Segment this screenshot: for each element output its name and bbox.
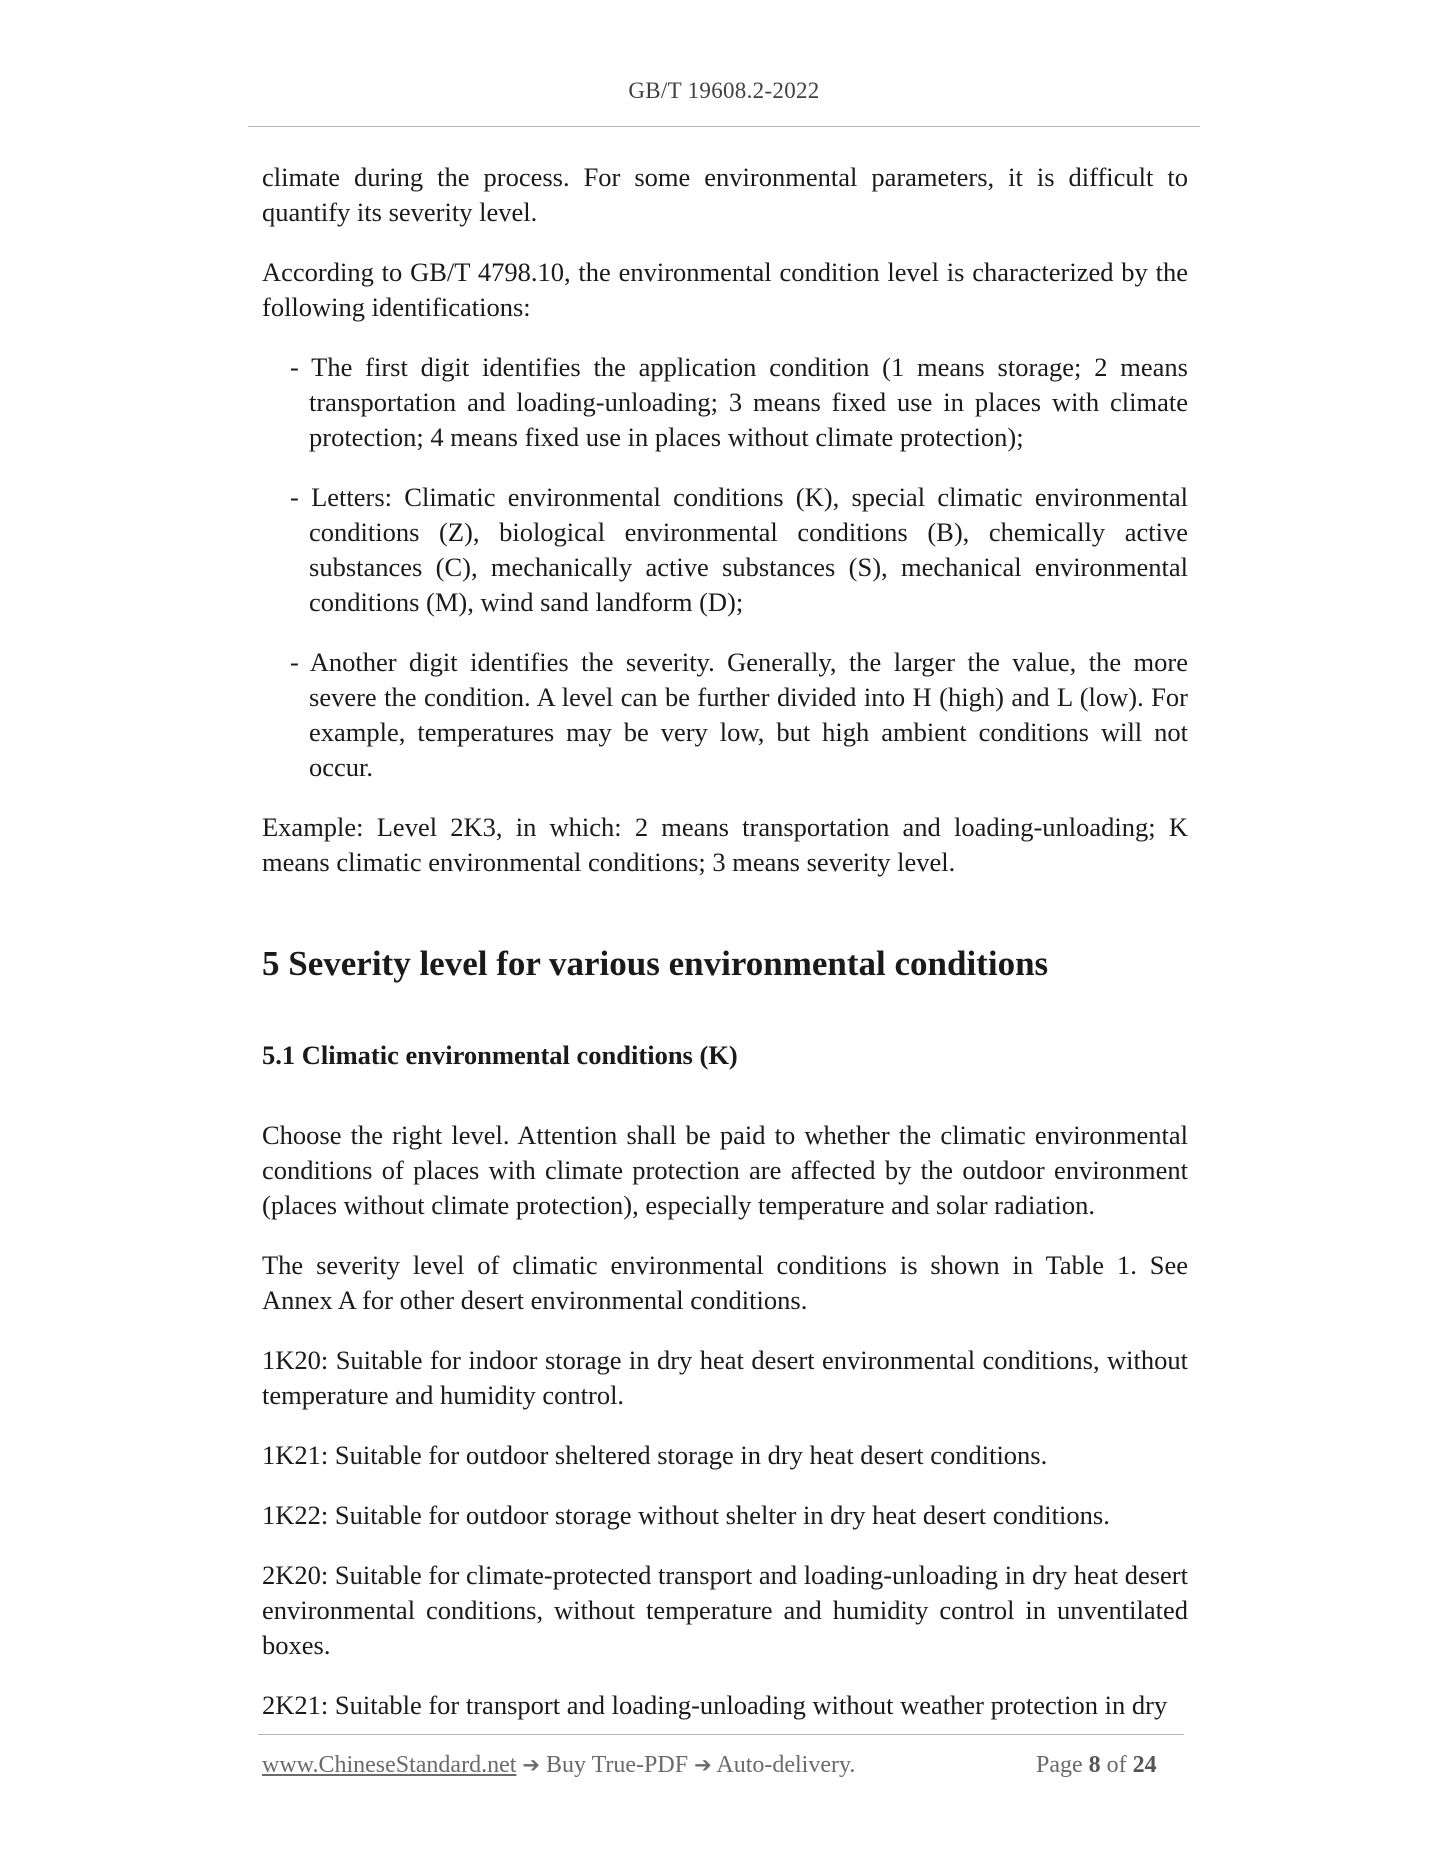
body-paragraph: Choose the right level. Attention shall be paid to whether the climatic environmental conditions of places with climate protection are affected by the outdoor environment (places without climate protection), especially temperature and solar radiation. [262, 1120, 1188, 1220]
body-paragraph: The severity level of climatic environmental conditions is shown in Table 1. See Annex A for other desert environmental conditions. [262, 1250, 1188, 1315]
arrow-right-icon: ➔ [522, 1753, 540, 1777]
auto-delivery-text: Auto-delivery. [716, 1752, 856, 1778]
body-paragraph: 2K21: Suitable for transport and loading-unloading without weather protection in dry [262, 1690, 1168, 1720]
page-label: Page [1036, 1752, 1083, 1778]
footer-promo [262, 1752, 855, 1779]
body-paragraph: 1K20: Suitable for indoor storage in dry heat desert environmental conditions, without temperature and humidity control. [262, 1345, 1188, 1410]
list-item-letters: - Letters: Climatic environmental conditions (K), special climatic environmental conditions (Z), biological environmental conditions (B), chemically active substances (C), mechanically active substances (S), mechanical environmental conditions (M), wind sand landform (D); [290, 482, 1188, 617]
footer-divider [258, 1734, 1184, 1735]
website-link[interactable]: www.ChineseStandard.net [262, 1752, 517, 1778]
list-item-first-digit: - The first digit identifies the application condition (1 means storage; 2 means transportation and loading-unloading; 3 means fixed use in places with climate protection; 4 means fixed use in places without climate protection); [290, 352, 1188, 452]
intro-paragraph: climate during the process. For some environmental parameters, it is difficult to quantify its severity level. [262, 162, 1188, 227]
arrow-right-icon: ➔ [694, 1753, 712, 1777]
body-paragraph: 1K21: Suitable for outdoor sheltered storage in dry heat desert conditions. [262, 1440, 1048, 1470]
of-label: of [1106, 1752, 1127, 1778]
body-paragraph: 1K22: Suitable for outdoor storage without shelter in dry heat desert conditions. [262, 1500, 1110, 1530]
intro-paragraph: According to GB/T 4798.10, the environmental condition level is characterized by the following identifications: [262, 257, 1188, 322]
document-header-id: GB/T 19608.2-2022 [628, 78, 820, 103]
buy-pdf-text: Buy True-PDF [546, 1752, 689, 1778]
page-content [262, 160, 1188, 1748]
header-divider [248, 126, 1200, 127]
example-paragraph: Example: Level 2K3, in which: 2 means transportation and loading-unloading; K means climatic environmental conditions; 3 means severity level. [262, 812, 1188, 877]
section-title: 5 Severity level for various environmental conditions [262, 944, 1049, 983]
list-item-severity-digit: - Another digit identifies the severity. Generally, the larger the value, the more severe the condition. A level can be further divided into H (high) and L (low). For example, temperatures may be very low, but high ambient conditions will not occur. [290, 647, 1188, 782]
total-pages-number: 24 [1132, 1752, 1157, 1778]
page-indicator [1036, 1752, 1157, 1779]
current-page-number: 8 [1088, 1752, 1101, 1778]
subsection-title: 5.1 Climatic environmental conditions (K) [262, 1040, 738, 1070]
body-paragraph: 2K20: Suitable for climate-protected transport and loading-unloading in dry heat desert environmental conditions, without temperature and humidity control in unventilated boxes. [262, 1560, 1188, 1660]
